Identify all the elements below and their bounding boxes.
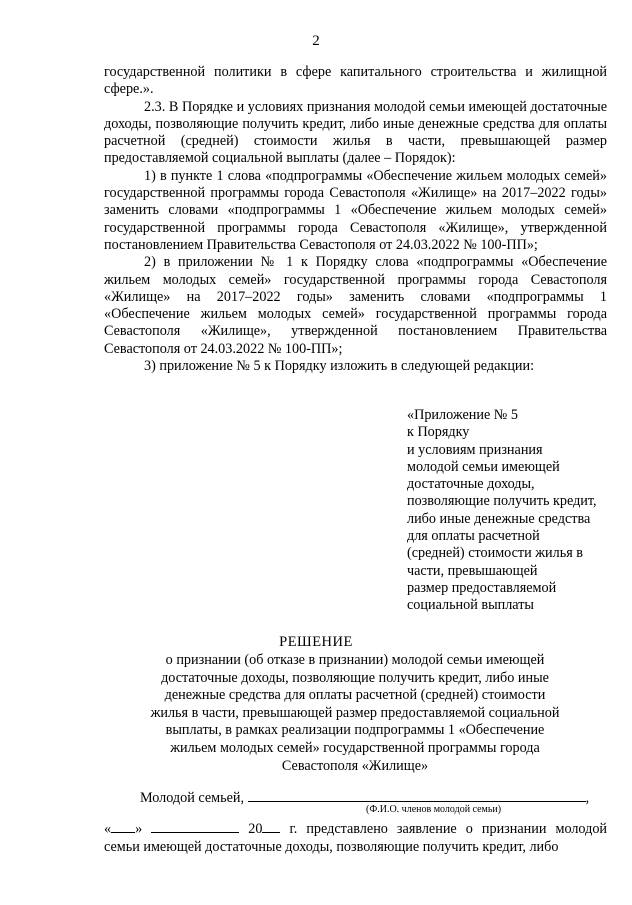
decision-subtitle-line: жилья в части, превышающей размер предоставляемой социальной <box>150 704 560 721</box>
date-quote-open: « <box>104 821 112 837</box>
decision-subtitle-line: выплаты, в рамках реализации подпрограммы 1 «Обеспечение <box>165 722 545 739</box>
appendix-line: либо иные денежные средства <box>407 510 591 527</box>
appendix-line: молодой семьи имеющей <box>407 458 560 475</box>
paragraph-item-2: 2) в приложении № 1 к Порядку слова «подпрограммы «Обеспечение жильем молодых семей» государственной программы города Севастополя «Жилище» на 2017–2022 годы» заменить словами «подпрограммы 1 «Обеспечение жильем молодых семей» государственной программы города Севастополя «Жилище», утвержденной постановлением Правительства Севастополя от 24.03.2022 № 100-ПП»; <box>104 254 607 357</box>
appendix-line: достаточные доходы, <box>407 476 535 493</box>
decision-subtitle-line: достаточные доходы, позволяющие получить кредит, либо иные <box>161 669 549 686</box>
appendix-line: и условиям признания <box>407 441 543 458</box>
decision-subtitle-line: Севастополя «Жилище» <box>281 757 429 774</box>
date-quote-close: » <box>135 821 143 837</box>
month-blank[interactable] <box>151 820 239 833</box>
date-line-rest: г. представлено заявление о признании молодой <box>289 821 608 837</box>
decision-subtitle <box>120 652 590 775</box>
date-line <box>104 820 607 839</box>
paragraph-continuation: государственной политики в сфере капитального строительства и жилищной сфере.». <box>104 64 607 98</box>
paragraph-2-3: 2.3. В Порядке и условиях признания молодой семьи имеющей достаточные доходы, позволяющие получить кредит, либо иные денежные средства для оплаты расчетной (средней) стоимости жилья в части, превышающей размер предоставляемой социальной выплаты (далее – Порядок): <box>104 98 607 167</box>
appendix-line: позволяющие получить кредит, <box>407 493 597 510</box>
decision-subtitle-line: о признании (об отказе в признании) молодой семьи имеющей <box>165 652 545 668</box>
appendix-line: к Порядку <box>407 424 470 441</box>
family-line <box>140 789 589 807</box>
body-text <box>104 64 607 375</box>
appendix-line: социальной выплаты <box>407 597 534 614</box>
page-number: 2 <box>312 33 320 49</box>
decision-subtitle-line: жильем молодых семей» государственной программы города <box>170 739 540 756</box>
paragraph-item-1: 1) в пункте 1 слова «подпрограммы «Обеспечение жильем молодых семей» государственной программы города Севастополя «Жилище» на 2017–2022 годы» заменить словами «подпрограммы 1 «Обеспечение жильем молодых семей» государственной программы города Севастополя «Жилище», утвержденной постановлением Правительства Севастополя от 24.03.2022 № 100-ПП»; <box>104 167 607 253</box>
appendix-heading <box>407 407 607 615</box>
decision-title: РЕШЕНИЕ <box>279 634 353 650</box>
paragraph-item-3: 3) приложение № 5 к Порядку изложить в следующей редакции: <box>144 358 535 375</box>
appendix-line: размер предоставляемой <box>407 579 557 596</box>
family-caption: (Ф.И.О. членов молодой семьи) <box>366 804 502 815</box>
date-line-2: семьи имеющей достаточные доходы, позволяющие получить кредит, либо <box>104 838 559 855</box>
family-comma: , <box>585 790 590 806</box>
decision-subtitle-line: денежные средства для оплаты расчетной (средней) стоимости <box>164 687 546 704</box>
year-blank[interactable] <box>262 820 280 833</box>
date-year-prefix: 20 <box>248 821 263 837</box>
family-names-blank[interactable] <box>248 789 586 802</box>
appendix-line: (средней) стоимости жилья в <box>407 545 583 562</box>
appendix-line: для оплаты расчетной <box>407 528 540 545</box>
appendix-line: части, превышающей <box>407 562 538 579</box>
family-label: Молодой семьей, <box>140 790 245 806</box>
appendix-line: «Приложение № 5 <box>407 407 518 423</box>
date-paragraph <box>104 820 607 856</box>
day-blank[interactable] <box>111 820 135 833</box>
